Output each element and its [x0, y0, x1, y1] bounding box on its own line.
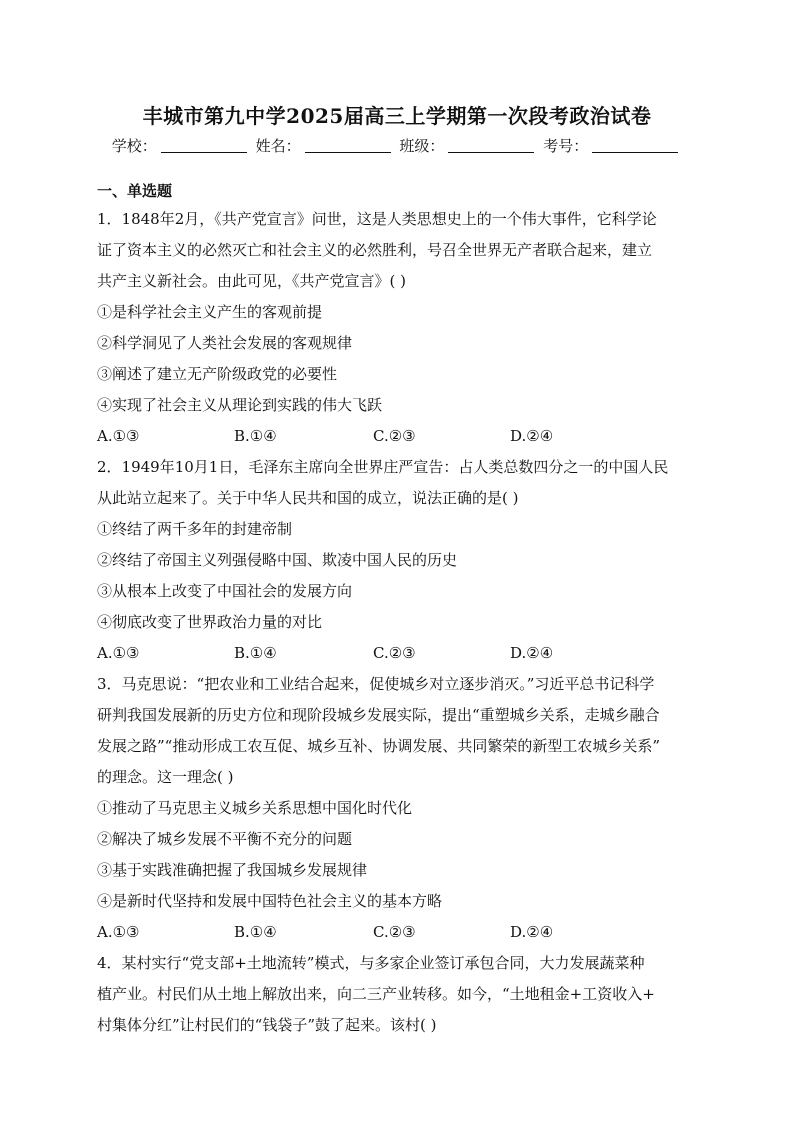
statement-item: ①推动了马克思主义城乡关系思想中国化时代化 [97, 799, 413, 817]
id-blank [592, 138, 678, 153]
name-blank [305, 138, 391, 153]
answer-options [97, 421, 697, 452]
question-stem-line: 研判我国发展新的历史方位和现阶段城乡发展实际，提出“重塑城乡关系，走城乡融合 [97, 706, 660, 724]
question-1 [97, 204, 697, 452]
statement-item: ④彻底改变了世界政治力量的对比 [97, 613, 323, 631]
question-stem-line: 证了资本主义的必然灭亡和社会主义的必然胜利，号召全世界无产者联合起来，建立 [97, 241, 653, 259]
question-content [97, 178, 697, 1041]
question-stem-line: 2．1949年10月1日，毛泽东主席向全世界庄严宣告：占人类总数四分之一的中国人民 [97, 458, 669, 476]
statement-item: ②终结了帝国主义列强侵略中国、欺凌中国人民的历史 [97, 551, 458, 569]
question-stem-line: 从此站立起来了。关于中华人民共和国的成立，说法正确的是( ) [97, 489, 519, 507]
section-title: 一、单选题 [97, 182, 173, 200]
option-d[interactable]: D.②④ [510, 644, 554, 662]
statement-item: ①是科学社会主义产生的客观前提 [97, 303, 323, 321]
question-stem-line: 4．某村实行“党支部+土地流转”模式，与多家企业签订承包合同，大力发展蔬菜种 [97, 954, 645, 972]
option-b[interactable]: B.①④ [234, 644, 277, 662]
question-stem-line: 植产业。村民们从土地上解放出来，向二三产业转移。如今，“土地租金+工资收入+ [97, 985, 655, 1003]
option-a[interactable]: A.①③ [97, 923, 140, 941]
statement-item: ①终结了两千多年的封建帝制 [97, 520, 293, 538]
statement-item: ③基于实践准确把握了我国城乡发展规律 [97, 861, 368, 879]
statement-item: ②科学洞见了人类社会发展的客观规律 [97, 334, 353, 352]
class-blank [448, 138, 534, 153]
question-stem-line: 3．马克思说：“把农业和工业结合起来，促使城乡对立逐步消灭。”习近平总书记科学 [97, 675, 655, 693]
question-4 [97, 948, 697, 1041]
option-c[interactable]: C.②③ [373, 427, 416, 445]
class-label: 班级： [399, 137, 445, 155]
statement-item: ④是新时代坚持和发展中国特色社会主义的基本方略 [97, 892, 443, 910]
statement-item: ②解决了城乡发展不平衡不充分的问题 [97, 830, 353, 848]
statement-item: ③阐述了建立无产阶级政党的必要性 [97, 365, 338, 383]
statement-item: ④实现了社会主义从理论到实践的伟大飞跃 [97, 396, 383, 414]
question-3 [97, 669, 697, 948]
student-info-row [0, 135, 794, 156]
option-a[interactable]: A.①③ [97, 427, 140, 445]
exam-title: 丰城市第九中学2025届高三上学期第一次段考政治试卷 [142, 104, 652, 128]
answer-options [97, 917, 697, 948]
option-a[interactable]: A.①③ [97, 644, 140, 662]
option-b[interactable]: B.①④ [234, 427, 277, 445]
question-stem-line: 的理念。这一理念( ) [97, 768, 234, 786]
question-2 [97, 452, 697, 669]
answer-options [97, 638, 697, 669]
question-stem-line: 共产主义新社会。由此可见，《共产党宣言》( ) [97, 272, 406, 290]
question-stem-line: 发展之路”“推动形成工农互促、城乡互补、协调发展、共同繁荣的新型工农城乡关系” [97, 737, 661, 755]
question-stem-line: 1．1848年2月，《共产党宣言》问世，这是人类思想史上的一个伟大事件，它科学论 [97, 210, 657, 228]
statement-item: ③从根本上改变了中国社会的发展方向 [97, 582, 353, 600]
option-b[interactable]: B.①④ [234, 923, 277, 941]
question-stem-line: 村集体分红”让村民们的“钱袋子”鼓了起来。该村( ) [97, 1016, 437, 1034]
option-c[interactable]: C.②③ [373, 923, 416, 941]
school-label: 学校： [111, 137, 157, 155]
option-c[interactable]: C.②③ [373, 644, 416, 662]
option-d[interactable]: D.②④ [510, 923, 554, 941]
name-label: 姓名： [255, 137, 301, 155]
id-label: 考号： [543, 137, 589, 155]
school-blank [161, 138, 247, 153]
option-d[interactable]: D.②④ [510, 427, 554, 445]
